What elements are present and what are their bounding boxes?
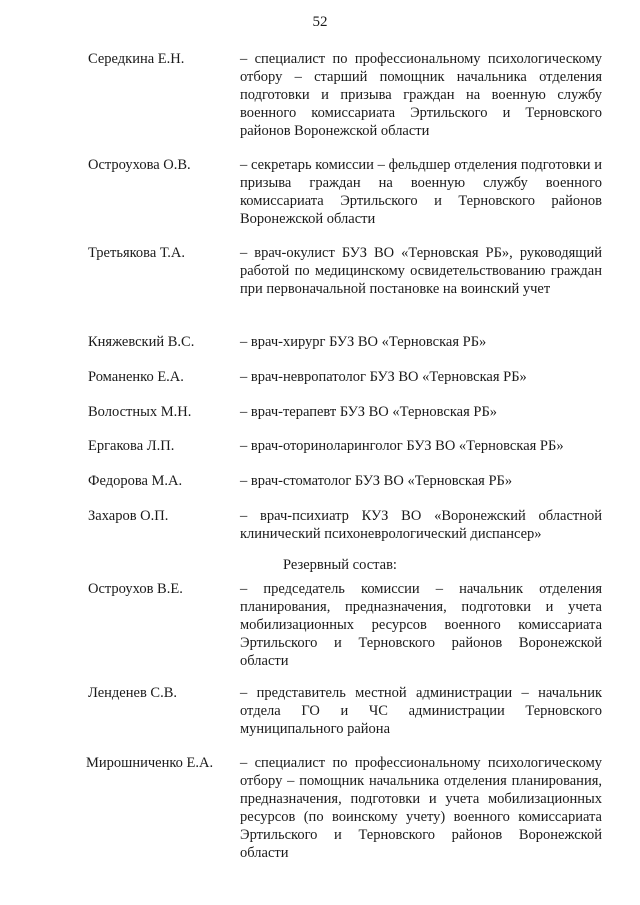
member-name: Федорова М.А. <box>88 473 183 489</box>
member-name: Ленденев С.В. <box>88 685 178 701</box>
member-description: – председатель комиссии – начальник отделения планирования, предназначения, подготовки и учета мобилизационных ресурсов военного комиссариата Эртильского и Терновского районов Воронежской области <box>240 581 602 669</box>
member-description: – врач-стоматолог БУЗ ВО «Терновская РБ» <box>240 473 513 489</box>
reserve-section-title: Резервный состав: <box>283 557 397 573</box>
member-name: Волостных М.Н. <box>88 404 192 420</box>
member-name: Середкина Е.Н. <box>88 51 185 67</box>
member-name: Захаров О.П. <box>88 508 169 524</box>
member-name: Остроухов В.Е. <box>88 581 183 597</box>
member-description: – специалист по профессиональному психологическому отбору – помощник начальника отделения планирования, предназначения, подготовки и учета мобилизационных ресурсов (по воинскому учету) военного комиссариата Эртильского и Терновского районов Воронежской области <box>240 755 602 861</box>
member-description: – врач-оториноларинголог БУЗ ВО «Терновская РБ» <box>240 438 564 454</box>
member-description: – врач-невропатолог БУЗ ВО «Терновская РБ» <box>240 369 527 385</box>
member-name: Мирошниченко Е.А. <box>86 755 214 771</box>
member-name: Третьякова Т.А. <box>88 245 186 261</box>
member-description: – врач-хирург БУЗ ВО «Терновская РБ» <box>240 334 487 350</box>
member-name: Романенко Е.А. <box>88 369 184 385</box>
member-name: Ергакова Л.П. <box>88 438 175 454</box>
member-description: – секретарь комиссии – фельдшер отделения подготовки и призыва граждан на военную службу военного комиссариата Эртильского и Терновского районов Воронежской области <box>240 157 602 227</box>
member-description: – специалист по профессиональному психологическому отбору – старший помощник начальника отделения подготовки и призыва граждан на военную службу военного комиссариата Эртильского и Терновского районов Воронежской области <box>240 51 602 139</box>
member-description: – врач-психиатр КУЗ ВО «Воронежский областной клинический психоневрологический диспансер» <box>240 508 602 542</box>
member-description: – представитель местной администрации – начальник отдела ГО и ЧС администрации Терновского муниципального района <box>240 685 602 737</box>
member-description: – врач-окулист БУЗ ВО «Терновская РБ», руководящий работой по медицинскому освидетельствованию граждан при первоначальной постановке на воинский учет <box>240 245 602 297</box>
page-number: 52 <box>312 14 328 30</box>
member-name: Княжевский В.С. <box>88 334 195 350</box>
member-description: – врач-терапевт БУЗ ВО «Терновская РБ» <box>240 404 498 420</box>
member-name: Остроухова О.В. <box>88 157 191 173</box>
